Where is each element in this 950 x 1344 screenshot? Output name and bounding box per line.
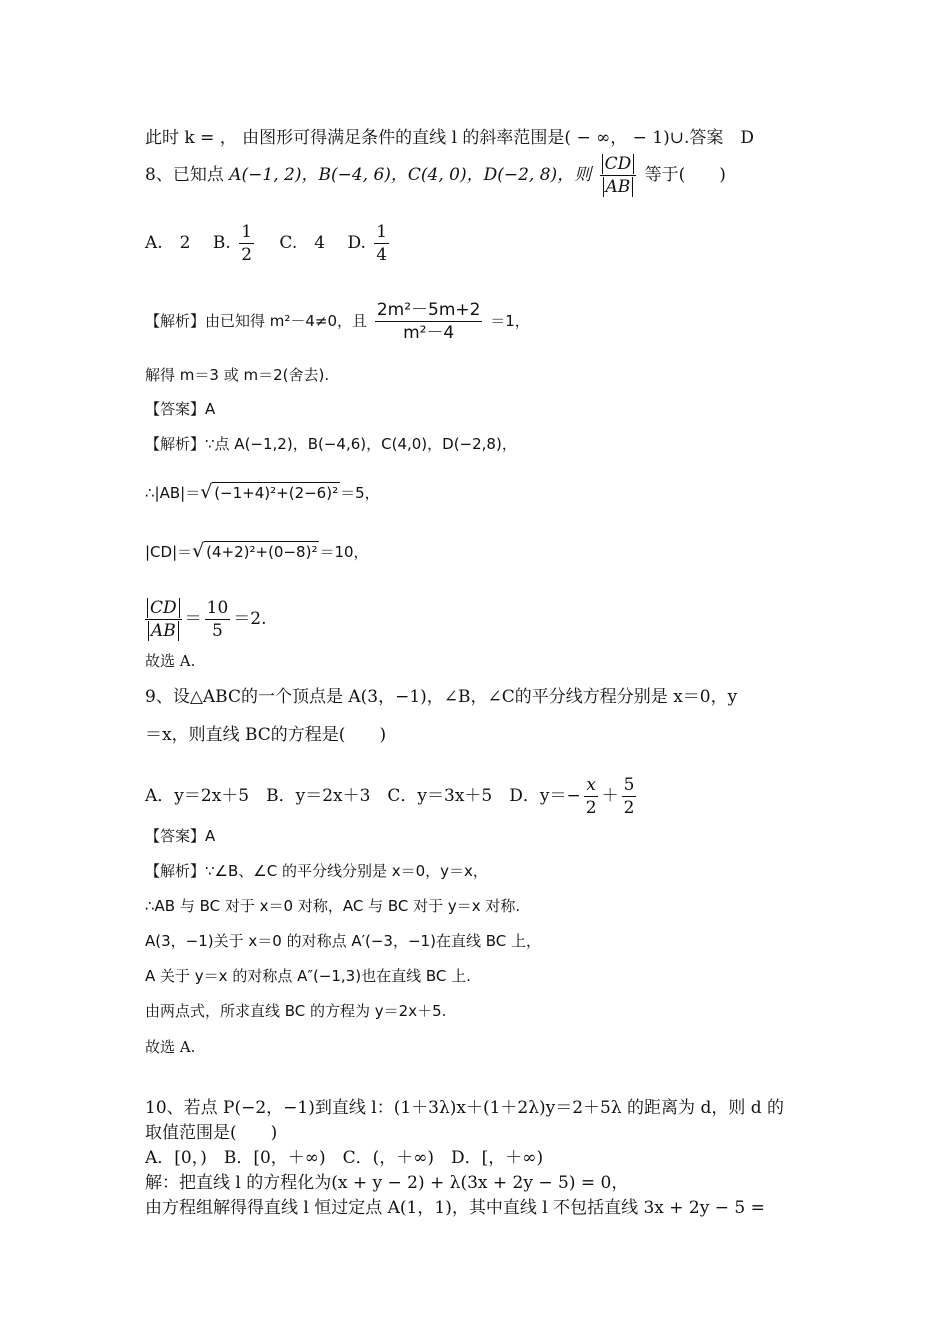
q8-ab-radicand: (−1+4)²+(2−6)² [214,484,339,502]
q9-analysis-6: 故选 A. [145,1038,196,1056]
q8-cd-sqrt: √ (4+2)²+(0−8)² [192,540,318,562]
q9-opt-d-plus: ＋ [601,786,619,806]
q8-answer: 【答案】A [145,400,216,418]
q8-ratio [145,598,267,641]
q10-options: A．[0，) B．[0，＋∞) C．(，＋∞) D．[，＋∞) [145,1148,544,1168]
q8-ratio-den1: AB [148,621,179,641]
q9-analysis-2: ∴AB 与 BC 对于 x＝0 对称，AC 与 BC 对于 y＝x 对称. [145,897,521,915]
q8-stem-points: A(−1, 2)，B(−4, 6)，C(4, 0)，D(−2, 8)，则 [229,165,592,185]
q8-opt-c: C. 4 D. [262,233,366,253]
q8-opt-d-den: 4 [376,245,388,265]
q9-opt-d-den1: 2 [585,798,597,818]
q8-ratio-den2: 5 [212,621,223,641]
q8-ab-result: ＝5， [340,484,380,502]
q8-frac-num: CD [602,154,635,174]
q8-analysis-prefix: 【解析】由已知得 m²－4≠0，且 [145,312,368,330]
q9-analysis-3: A(3，−1)关于 x＝0 的对称点 A′(−3，−1)在直线 BC 上， [145,932,541,950]
q8-ab-label: ∴|AB|＝ [145,484,201,502]
q9-answer: 【答案】A [145,827,216,845]
q8-options [145,222,392,265]
q8-opt-b-num: 1 [241,222,253,242]
q8-solve: 解得 m＝3 或 m＝2(舍去). [145,366,330,384]
q10-stem-2: 取值范围是( ) [145,1123,278,1143]
q8-cd-ab-fraction [600,154,637,197]
q8-analysis-suffix: ＝1， [490,312,530,330]
q8-ratio-frac1 [145,598,182,641]
q8-cd-label: |CD|＝ [145,543,193,561]
q8-ratio-num1: CD [147,598,180,618]
q8-analysis-num: 2m²－5m+2 [376,300,481,320]
q9-analysis-5: 由两点式，所求直线 BC 的方程为 y＝2x＋5. [145,1002,447,1020]
q8-opt-d-num: 1 [376,222,388,242]
q8-analysis-1 [145,300,530,343]
q8-choose: 故选 A. [145,652,196,670]
q9-options [145,775,639,818]
q8-stem-suffix: 等于( ) [644,165,726,185]
q7-answer-line: 此时 k = ， 由图形可得满足条件的直线 l 的斜率范围是( − ∞， − 1)∪.答案 D [145,128,755,148]
q10-solution-1: 解：把直线 l 的方程化为(x + y − 2) + λ(3x + 2y − 5) = 0， [145,1173,629,1193]
q8-analysis-2: 【解析】∵点 A(−1,2)，B(−4,6)，C(4,0)，D(−2,8)， [145,435,517,453]
q10-solution-2: 由方程组解得得直线 l 恒过定点 A(1，1)，其中直线 l 不包括直线 3x + 2y − 5 = [145,1198,765,1218]
q8-ratio-frac2 [205,598,231,641]
q9-options-text: A．y＝2x＋5 B．y＝2x＋3 C．y＝3x＋5 D．y＝− [145,786,581,806]
q8-analysis-den: m²－4 [403,323,455,343]
q10-stem-1: 10、若点 P(−2，−1)到直线 l：(1＋3λ)x＋(1＋2λ)y＝2＋5λ 的距离为 d，则 d 的 [145,1098,785,1118]
q8-analysis-fraction [375,300,483,343]
q8-opt-a: A. 2 B. [145,233,231,253]
q9-opt-d-frac2 [622,775,637,818]
q8-ratio-result: ＝2. [233,609,267,629]
q9-stem-1: 9、设△ABC的一个顶点是 A(3，−1)，∠B，∠C的平分线方程分别是 x＝0，y [145,687,738,707]
q8-ab-length [145,482,380,504]
q9-analysis-4: A 关于 y＝x 的对称点 A″(−1,3)也在直线 BC 上. [145,967,471,985]
q9-opt-d-num2: 5 [623,775,635,795]
q8-opt-d-fraction [374,222,389,265]
q8-cd-radicand: (4+2)²+(0−8)² [206,543,318,561]
q9-analysis-1: 【解析】∵∠B、∠C 的平分线分别是 x＝0，y＝x， [145,862,488,880]
q8-stem [145,154,726,197]
q8-frac-den: AB [603,177,634,197]
q8-cd-result: ＝10， [319,543,369,561]
q8-opt-b-fraction [239,222,254,265]
q9-opt-d-num1: x [586,775,596,795]
q8-ratio-num2: 10 [206,598,229,618]
q8-ratio-eq: ＝ [184,609,202,629]
q9-opt-d-den2: 2 [623,798,635,818]
q8-stem-prefix: 8、已知点 [145,165,224,185]
q8-ab-sqrt: √ (−1+4)²+(2−6)² [200,481,339,503]
q8-cd-length [145,541,369,563]
q9-stem-2: ＝x，则直线 BC的方程是( ) [145,725,387,745]
q8-opt-b-den: 2 [241,245,253,265]
q9-opt-d-frac1 [584,775,599,818]
